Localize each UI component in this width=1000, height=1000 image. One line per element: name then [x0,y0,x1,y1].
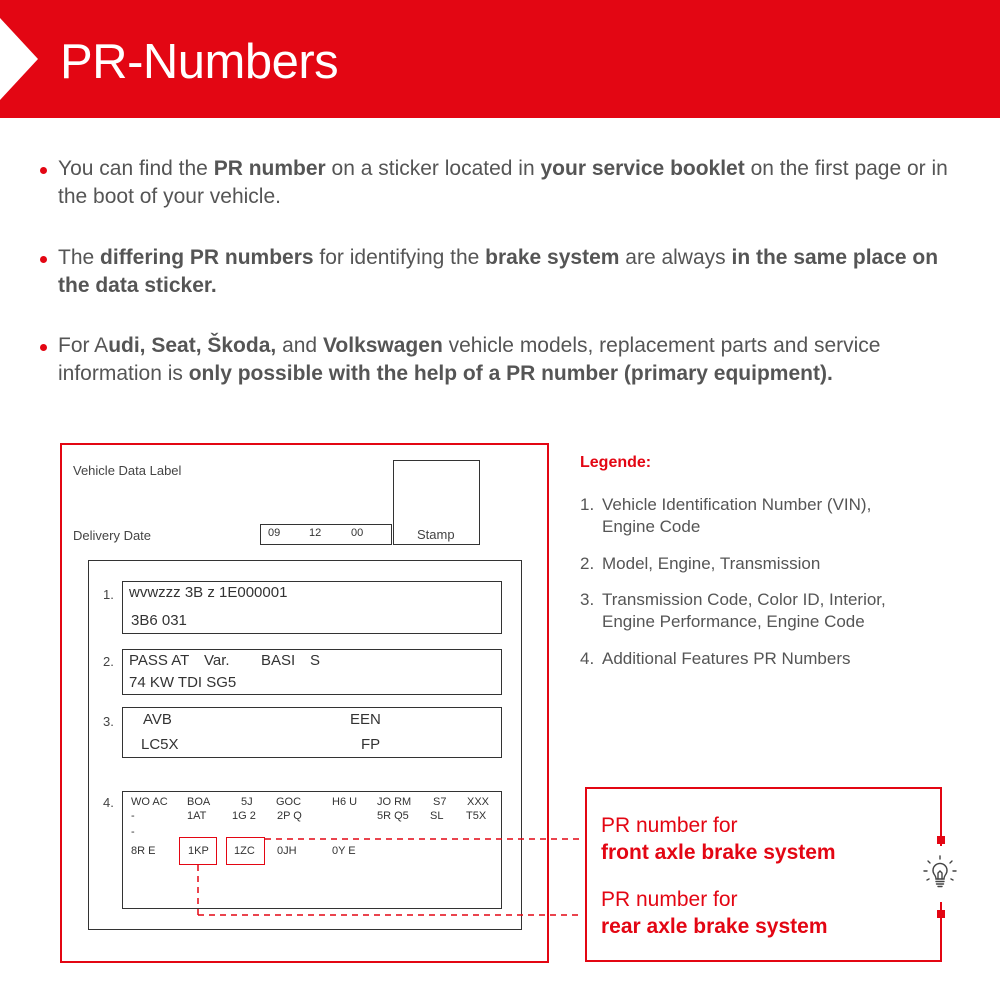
bullet-run-text: vehicle models, replacement parts and service information is [58,334,881,385]
variant-text: Var. [204,652,230,669]
lightbulb-icon [918,852,962,896]
pr-code: 1AT [187,810,207,822]
bullet-run-text: for identifying the [313,246,486,269]
transmission-code-text: AVB [143,711,172,728]
pr-code: BOA [187,796,211,808]
row-number-2: 2. [103,654,114,669]
rear-axle-pr-code: 1KP [188,845,209,857]
pr-code: XXX [467,796,490,808]
bullet-dot [40,256,47,263]
legend-text: Vehicle Identification Number (VIN), Engine Code [602,495,872,536]
pr-code: T5X [466,810,487,822]
vin-text: wvwzzz 3B z 1E000001 [129,584,288,601]
page-title: PR-Numbers [60,35,339,89]
bullet-run-text: are always [619,246,732,269]
engine-perf-text: EEN [350,711,381,728]
bullet-dot [40,344,47,351]
bullet-bold-text: only possible with the help of a PR number (primary equipment). [188,362,833,385]
interior-text: FP [361,736,381,753]
legend-number: 2. [580,554,595,573]
date-year: 00 [351,527,364,539]
pr-code: WO AC [131,796,168,808]
front-axle-line2: front axle brake system [601,841,836,864]
legend-text: Additional Features PR Numbers [602,649,851,668]
page-header [0,0,1000,118]
pr-code: 0JH [277,845,297,857]
bullet-text [58,155,968,211]
pr-code: 0Y E [332,845,356,857]
pr-code: 5J [241,796,253,808]
transmission-row [122,707,502,758]
label-title: Vehicle Data Label [73,463,182,478]
row-number-3: 3. [103,714,114,729]
rear-axle-callout [601,886,828,940]
delivery-date-label: Delivery Date [73,528,152,543]
front-axle-pr-code: 1ZC [234,845,255,857]
pr-code: 5R Q5 [377,810,409,822]
legend-number: 1. [580,495,595,514]
legend-item [580,494,990,538]
trim-text: BASI [261,652,296,669]
bullet-bold-text: in the same place on the data sticker. [58,246,939,297]
bullet-run-text: on a sticker located in [325,157,541,180]
row-number-4: 4. [103,795,114,810]
pr-code: S7 [433,796,447,808]
engine-code-text: 3B6 031 [131,612,187,629]
legend-text: Transmission Code, Color ID, Interior, Engine Performance, Engine Code [602,590,886,631]
date-month: 12 [309,527,322,539]
color-id-text: LC5X [141,736,179,753]
rear-axle-line1: PR number for [601,888,738,911]
bullet-bold-text: Volkswagen [322,334,443,357]
bullet-run-text: and [276,334,323,357]
pr-code: GOC [276,796,302,808]
bullet-run-text: You can find the [58,157,214,180]
engine-text: 74 KW TDI SG5 [129,674,237,691]
bullet-text [58,244,968,300]
bullet-bold-text: udi, Seat, Škoda, [108,334,277,357]
pr-code: 8R E [131,845,156,857]
pr-code: H6 U [332,796,358,808]
bullet-run-text: For A [58,334,109,357]
legend-item [580,589,990,633]
pr-code: - [131,810,135,822]
bullet-bold-text: brake system [485,246,620,269]
bullet-item [38,155,968,211]
bullet-bold-text: differing PR numbers [100,246,314,269]
bullet-bold-text: PR number [213,157,326,180]
pr-code: SL [430,810,444,822]
bullet-run-text: The [58,246,101,269]
legend-title: Legende: [580,454,652,471]
pr-code: 1G 2 [232,810,256,822]
date-day: 09 [268,527,281,539]
header-arrow-icon [0,0,40,118]
pr-code: JO RM [377,796,412,808]
legend-item [580,648,990,670]
legend-number: 4. [580,649,595,668]
bullet-dot [40,167,47,174]
bullet-run-text: on the first page or in the boot of your vehicle. [58,157,948,208]
bullet-item [38,244,968,300]
row-number-1: 1. [103,587,114,602]
rear-axle-line2: rear axle brake system [601,915,828,938]
stamp-label: Stamp [417,527,455,542]
legend-number: 3. [580,590,595,609]
bullet-text [58,332,968,388]
pr-code: 2P Q [277,810,302,822]
bullet-bold-text: your service booklet [540,157,745,180]
model-text: PASS AT [129,652,190,669]
pr-code: - [131,826,135,838]
front-axle-line1: PR number for [601,814,738,837]
legend-item [580,553,990,575]
bullet-item [38,332,968,388]
front-axle-callout [601,812,836,866]
legend-text: Model, Engine, Transmission [602,554,821,573]
trim-suffix-text: S [310,652,321,669]
